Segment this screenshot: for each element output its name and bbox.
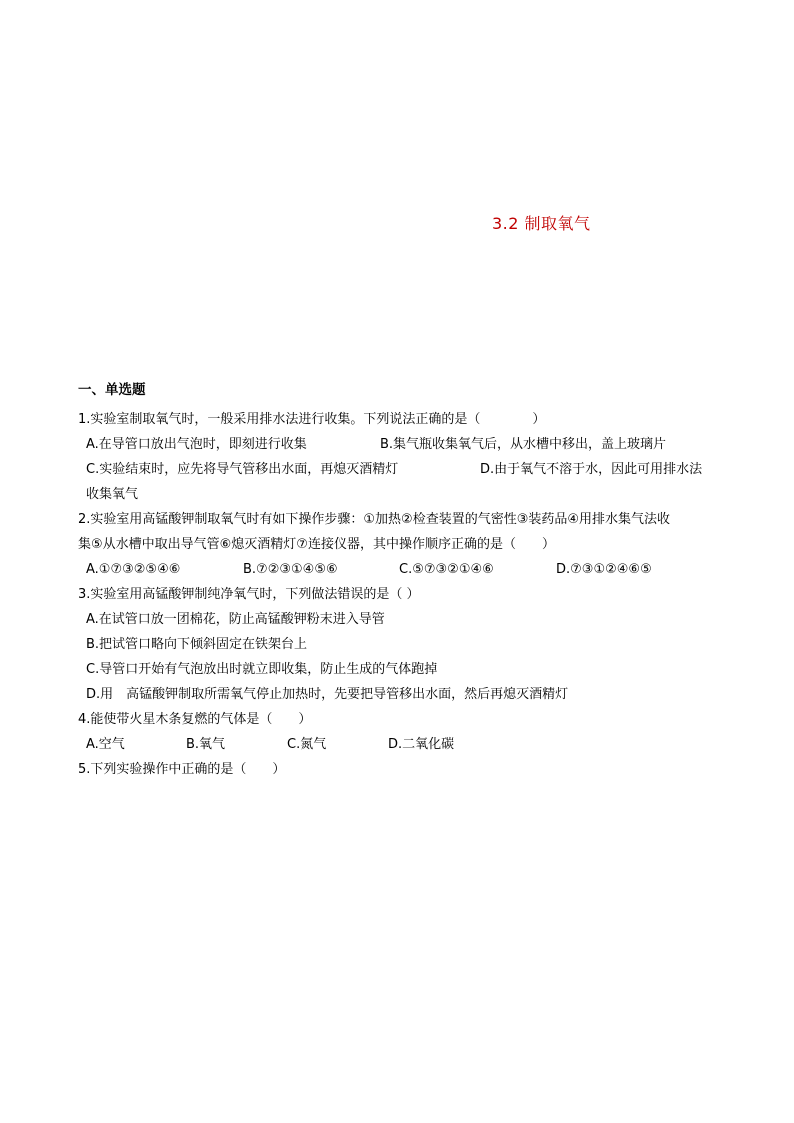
question-1-option-d: D.由于氧气不溶于水，因此可用排水法 (480, 462, 703, 477)
question-4-option-b: B.氧气 (186, 737, 226, 752)
question-4-option-a: A.空气 (86, 737, 125, 752)
question-3-option-d: D.用 高锰酸钾制取所需氧气停止加热时，先要把导管移出水面，然后再熄灭酒精灯 (86, 687, 569, 702)
question-2-stem: 2.实验室用高锰酸钾制取氧气时有如下操作步骤：①加热②检查装置的气密性③装药品④用排水集气法收 (78, 512, 671, 527)
question-2-stem-cont: 集⑤从水槽中取出导气管⑥熄灭酒精灯⑦连接仪器，其中操作顺序正确的是（ ） (78, 537, 555, 552)
question-2-option-d: D.⑦③①②④⑥⑤ (556, 562, 652, 577)
question-5-stem: 5.下列实验操作中正确的是（ ） (78, 762, 286, 777)
question-3-option-a: A.在试管口放一团棉花，防止高锰酸钾粉末进入导管 (86, 612, 385, 627)
question-4-stem: 4.能使带火星木条复燃的气体是（ ） (78, 712, 312, 727)
question-2-option-b: B.⑦②③①④⑤⑥ (243, 562, 338, 577)
question-1-option-c: C.实验结束时，应先将导气管移出水面，再熄灭酒精灯 (86, 462, 399, 477)
question-3-option-c: C.导管口开始有气泡放出时就立即收集，防止生成的气体跑掉 (86, 662, 438, 677)
page-title: 3.2 制取氧气 (492, 214, 591, 233)
section-heading: 一、单选题 (78, 382, 146, 398)
question-2-option-a: A.①⑦③②⑤④⑥ (86, 562, 181, 577)
question-3-stem: 3.实验室用高锰酸钾制纯净氧气时，下列做法错误的是（ ） (78, 587, 420, 602)
question-1-option-b: B.集气瓶收集氧气后，从水槽中移出，盖上玻璃片 (380, 437, 667, 452)
question-1-option-d-cont: 收集氧气 (86, 487, 139, 502)
question-1-option-a: A.在导管口放出气泡时，即刻进行收集 (86, 437, 307, 452)
question-2-option-c: C.⑤⑦③②①④⑥ (399, 562, 494, 577)
question-1-stem: 1.实验室制取氧气时，一般采用排水法进行收集。下列说法正确的是（ ） (78, 412, 546, 427)
question-4-option-c: C.氮气 (287, 737, 327, 752)
question-3-option-b: B.把试管口略向下倾斜固定在铁架台上 (86, 637, 308, 652)
question-4-option-d: D.二氧化碳 (388, 737, 455, 752)
